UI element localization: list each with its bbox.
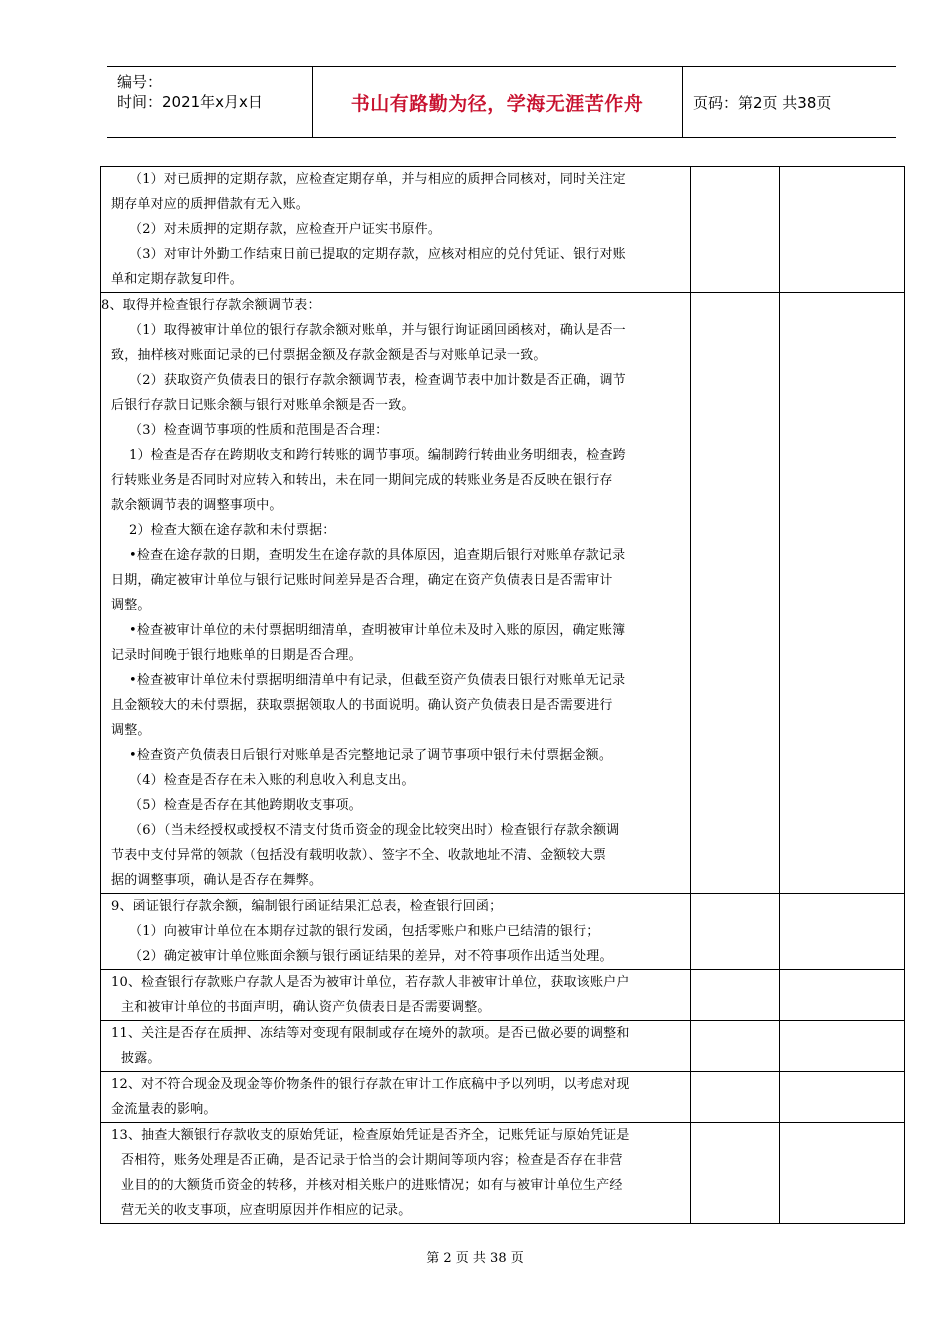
blank-cell [779,167,904,293]
blank-cell [690,167,779,293]
serial-label: 编号： [117,73,163,91]
procedure-line: （2）对未质押的定期存款，应检查开户证实书原件。 [129,222,442,237]
procedure-line: （6）（当未经授权或授权不清支付货币资金的现金比较突出时）检查银行存款余额调 [129,823,620,838]
procedure-line: 8、取得并检查银行存款余额调节表： [101,298,321,313]
blank-cell [690,1072,779,1123]
blank-cell [690,970,779,1021]
procedure-line: 记录时间晚于银行地账单的日期是否合理。 [111,648,362,663]
procedure-cell [101,1123,691,1224]
procedure-line: 金流量表的影响。 [111,1102,217,1117]
blank-cell [690,1123,779,1224]
procedure-line: 据的调整事项，确认是否存在舞弊。 [111,873,323,888]
procedure-line: 致，抽样核对账面记录的已付票据金额及存款金额是否与对账单记录一致。 [111,348,547,363]
procedure-line: 调整。 [111,723,151,738]
procedure-cell [101,894,691,970]
blank-cell [779,894,904,970]
procedure-line: （1）向被审计单位在本期存过款的银行发函，包括零账户和账户已结清的银行； [129,924,600,939]
procedure-line: 行转账业务是否同时对应转入和转出，未在同一期间完成的转账业务是否反映在银行存 [111,473,613,488]
procedure-line: 业目的的大额货币资金的转移，并核对相关账户的进账情况；如有与被审计单位生产经 [121,1178,623,1193]
blank-cell [779,970,904,1021]
table-row [101,1072,905,1123]
procedure-line: •检查资产负债表日后银行对账单是否完整地记录了调节事项中银行未付票据金额。 [129,748,613,763]
table-row [101,894,905,970]
procedure-line: 11、关注是否存在质押、冻结等对变现有限制或存在境外的款项。是否已做必要的调整和 [111,1026,630,1041]
procedure-line: •检查被审计单位的未付票据明细清单，查明被审计单位未及时入账的原因，确定账簿 [129,623,626,638]
page-footer: 第 2 页 共 38 页 [426,1251,524,1266]
blank-cell [690,293,779,894]
table-row [101,167,905,293]
procedure-line: 披露。 [121,1051,161,1066]
procedure-line: 日期，确定被审计单位与银行记账时间差异是否合理，确定在资产负债表日是否需审计 [111,573,613,588]
table-row [101,1123,905,1224]
procedure-line: 9、函证银行存款余额，编制银行函证结果汇总表，检查银行回函； [111,899,503,914]
procedure-line: 1）检查是否存在跨期收支和跨行转账的调节事项。编制跨行转曲业务明细表，检查跨 [129,448,626,463]
header-page-code: 页码：第2页 共38页 [693,93,832,112]
procedure-line: 10、检查银行存款账户存款人是否为被审计单位，若存款人非被审计单位，获取该账户户 [111,975,630,990]
blank-cell [779,1072,904,1123]
procedure-cell [101,970,691,1021]
procedure-line: 主和被审计单位的书面声明，确认资产负债表日是否需要调整。 [121,1000,491,1015]
procedure-line: 后银行存款日记账余额与银行对账单余额是否一致。 [111,398,415,413]
procedure-line: （4）检查是否存在未入账的利息收入利息支出。 [129,773,415,788]
blank-cell [779,293,904,894]
procedure-line: 款余额调节表的调整事项中。 [111,498,283,513]
table-row [101,970,905,1021]
blank-cell [779,1021,904,1072]
procedure-line: 节表中支付异常的领款（包括没有载明收款）、签字不全、收款地址不清、金额较大票 [111,848,607,863]
page-header [107,66,896,138]
header-meta [107,67,312,137]
procedure-line: 单和定期存款复印件。 [111,272,244,287]
procedure-line: 13、抽查大额银行存款收支的原始凭证，检查原始凭证是否齐全，记账凭证与原始凭证是 [111,1128,630,1143]
procedure-line: （1）取得被审计单位的银行存款余额对账单，并与银行询证函回函核对，确认是否一 [129,323,626,338]
procedure-cell [101,293,691,894]
header-motto: 书山有路勤为径，学海无涯苦作舟 [350,92,644,115]
procedure-line: 调整。 [111,598,151,613]
blank-cell [690,894,779,970]
table-row [101,293,905,894]
table-row [101,1021,905,1072]
procedure-line: 2）检查大额在途存款和未付票据： [129,523,336,538]
procedure-line: 否相符，账务处理是否正确，是否记录于恰当的会计期间等项内容；检查是否存在非营 [121,1153,623,1168]
blank-cell [779,1123,904,1224]
procedure-line: 营无关的收支事项，应查明原因并作相应的记录。 [121,1203,412,1218]
audit-procedure-table [100,166,905,1224]
procedure-cell [101,167,691,293]
time-label: 时间：2021年x月x日 [117,93,263,111]
procedure-line: （2）获取资产负债表日的银行存款余额调节表，检查调节表中加计数是否正确，调节 [129,373,626,388]
procedure-line: （1）对已质押的定期存款，应检查定期存单，并与相应的质押合同核对，同时关注定 [129,172,626,187]
procedure-cell [101,1072,691,1123]
procedure-line: （5）检查是否存在其他跨期收支事项。 [129,798,362,813]
header-divider [682,67,683,137]
procedure-line: 且金额较大的未付票据，获取票据领取人的书面说明。确认资产负债表日是否需要进行 [111,698,613,713]
procedure-line: •检查在途存款的日期，查明发生在途存款的具体原因，追查期后银行对账单存款记录 [129,548,626,563]
procedure-line: 期存单对应的质押借款有无入账。 [111,197,310,212]
procedure-line: （2）确定被审计单位账面余额与银行函证结果的差异，对不符事项作出适当处理。 [129,949,613,964]
procedure-cell [101,1021,691,1072]
procedure-line: （3）检查调节事项的性质和范围是否合理： [129,423,389,438]
procedure-line: （3）对审计外勤工作结束日前已提取的定期存款，应核对相应的兑付凭证、银行对账 [129,247,626,262]
blank-cell [690,1021,779,1072]
procedure-line: •检查被审计单位未付票据明细清单中有记录，但截至资产负债表日银行对账单无记录 [129,673,626,688]
procedure-line: 12、对不符合现金及现金等价物条件的银行存款在审计工作底稿中予以列明，以考虑对现 [111,1077,630,1092]
